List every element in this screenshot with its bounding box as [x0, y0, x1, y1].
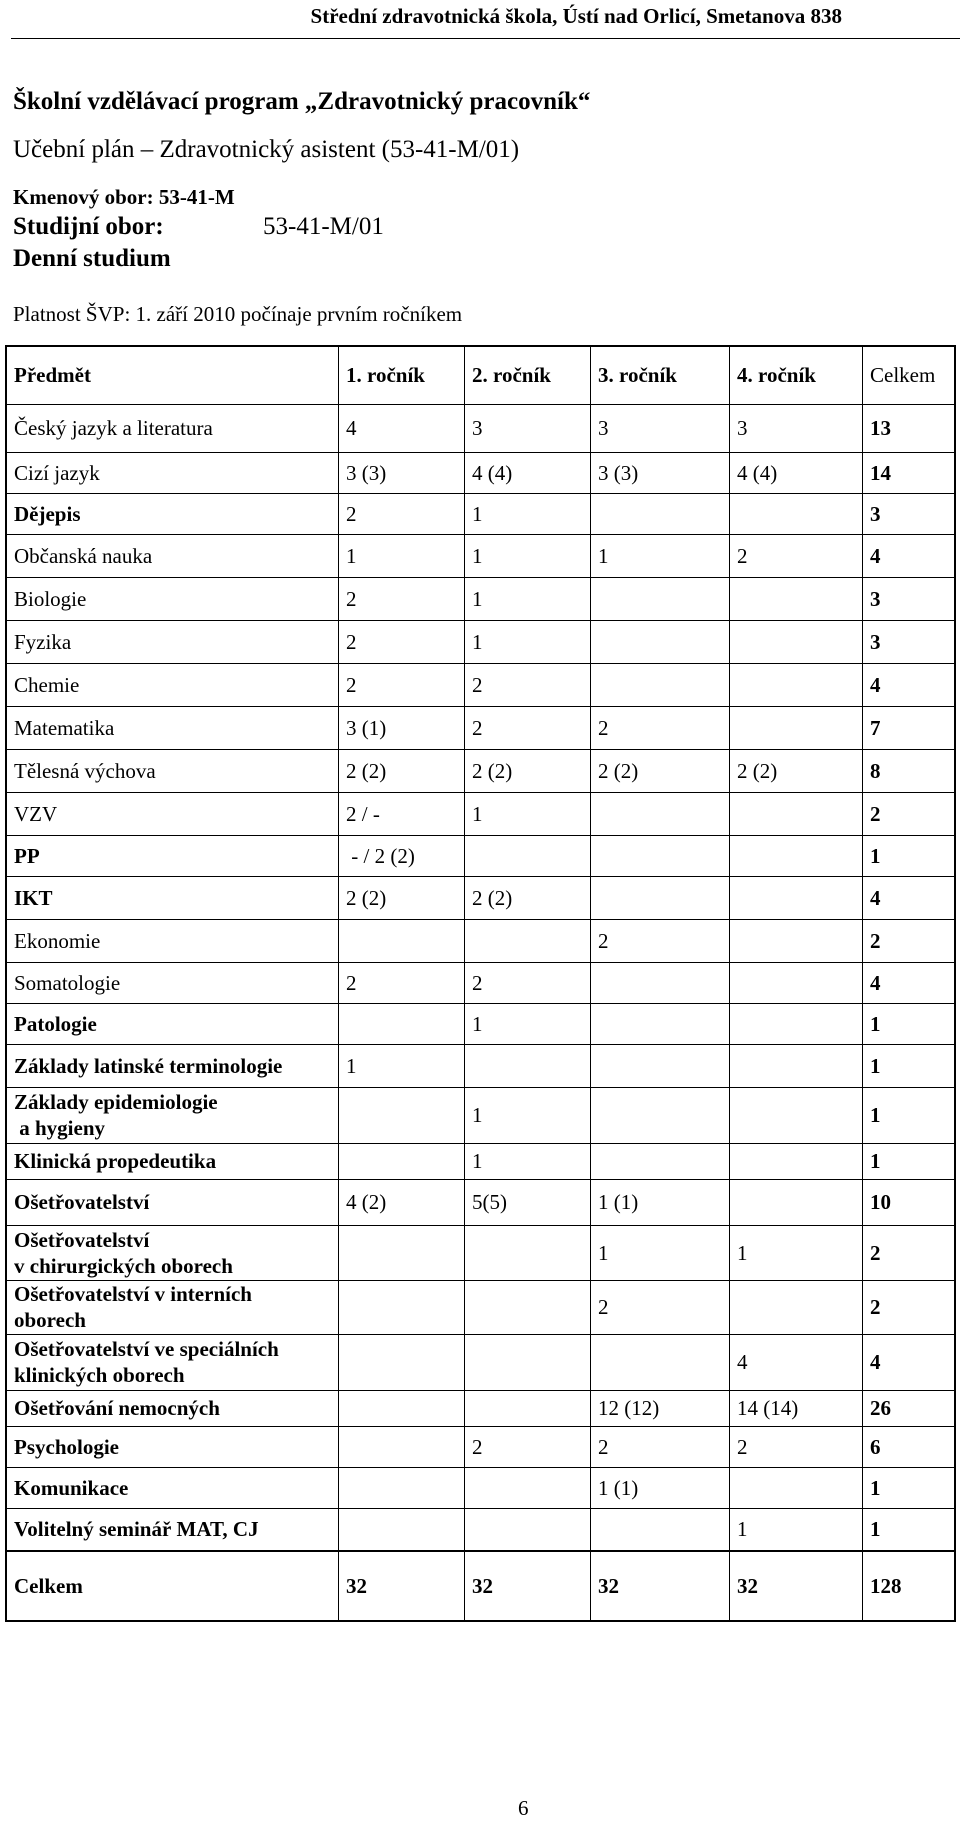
subject-name-line2: oborech — [14, 1308, 86, 1332]
column-header: Celkem — [863, 346, 956, 404]
table-row — [6, 620, 955, 663]
subject-cell — [6, 1143, 339, 1179]
year-cell: 2 — [339, 493, 465, 534]
table-row — [6, 1508, 955, 1551]
subject-name: Komunikace — [14, 1475, 129, 1500]
subject-name: IKT — [14, 885, 53, 910]
year-cell — [339, 1334, 465, 1390]
table-row — [6, 493, 955, 534]
subject-name: Ošetřovatelství v interních — [14, 1282, 252, 1306]
year-cell: 2 — [465, 663, 591, 706]
subject-cell — [6, 1003, 339, 1044]
subject-cell — [6, 792, 339, 835]
subject-cell — [6, 620, 339, 663]
year-cell: 1 — [339, 1044, 465, 1087]
total-cell: 4 — [863, 1334, 956, 1390]
year-cell: 2 — [465, 1426, 591, 1467]
year-cell: 2 — [730, 534, 863, 577]
subject-cell — [6, 452, 339, 493]
table-header-row — [6, 346, 955, 404]
total-cell: 4 — [863, 962, 956, 1003]
year-cell: 2 (2) — [339, 749, 465, 792]
year-cell — [339, 1508, 465, 1551]
total-cell: 13 — [863, 404, 956, 452]
table-row — [6, 962, 955, 1003]
table-row — [6, 1280, 955, 1334]
subject-name: Klinická propedeutika — [14, 1149, 217, 1173]
subject-name: Ošetřovatelství ve speciálních — [14, 1337, 279, 1361]
subject-cell — [6, 1390, 339, 1426]
total-cell: 4 — [863, 534, 956, 577]
year-cell — [465, 1390, 591, 1426]
table-row — [6, 1334, 955, 1390]
total-cell: 1 — [863, 1044, 956, 1087]
column-header: 1. ročník — [339, 346, 465, 404]
total-cell: 26 — [863, 1390, 956, 1426]
total-cell: 1 — [863, 1508, 956, 1551]
year-cell — [730, 706, 863, 749]
column-header: Předmět — [6, 346, 339, 404]
table-row — [6, 835, 955, 876]
year-cell — [339, 919, 465, 962]
year-cell — [465, 1225, 591, 1280]
kmenovy-obor-label: Kmenový obor: — [13, 185, 154, 209]
total-cell: 1 — [863, 835, 956, 876]
subject-cell — [6, 404, 339, 452]
subject-name: Dějepis — [14, 501, 81, 526]
year-cell — [730, 493, 863, 534]
year-cell: 1 — [465, 493, 591, 534]
summary-value: 128 — [863, 1551, 956, 1621]
subject-cell — [6, 1179, 339, 1225]
subject-cell — [6, 1087, 339, 1143]
total-cell: 1 — [863, 1467, 956, 1508]
year-cell: 1 — [591, 1225, 730, 1280]
table-row — [6, 792, 955, 835]
total-cell: 1 — [863, 1143, 956, 1179]
subject-name: Občanská nauka — [14, 543, 153, 568]
year-cell — [730, 1143, 863, 1179]
year-cell: 1 (1) — [591, 1179, 730, 1225]
year-cell — [591, 493, 730, 534]
year-cell — [465, 919, 591, 962]
year-cell — [730, 792, 863, 835]
year-cell — [591, 1143, 730, 1179]
subject-name: Cizí jazyk — [14, 460, 100, 485]
year-cell — [339, 1143, 465, 1179]
total-cell: 1 — [863, 1087, 956, 1143]
year-cell: 3 (3) — [591, 452, 730, 493]
year-cell: 2 — [339, 620, 465, 663]
kmenovy-obor-value: 53-41-M — [158, 185, 235, 209]
year-cell — [339, 1087, 465, 1143]
table-row — [6, 1143, 955, 1179]
year-cell — [591, 663, 730, 706]
subject-cell — [6, 706, 339, 749]
subject-cell — [6, 1426, 339, 1467]
table-row — [6, 1390, 955, 1426]
year-cell: 4 (2) — [339, 1179, 465, 1225]
year-cell: 2 (2) — [591, 749, 730, 792]
curriculum-table — [5, 345, 956, 1622]
year-cell: 2 — [465, 962, 591, 1003]
year-cell: 4 — [339, 404, 465, 452]
year-cell — [465, 1508, 591, 1551]
year-cell: 2 — [591, 706, 730, 749]
total-cell: 7 — [863, 706, 956, 749]
year-cell — [465, 1467, 591, 1508]
summary-value: 32 — [591, 1551, 730, 1621]
total-cell: 2 — [863, 919, 956, 962]
table-row — [6, 706, 955, 749]
subject-cell — [6, 534, 339, 577]
subject-cell — [6, 1334, 339, 1390]
year-cell — [730, 919, 863, 962]
year-cell: 4 — [730, 1334, 863, 1390]
year-cell: 1 — [339, 534, 465, 577]
year-cell — [465, 835, 591, 876]
subject-name: Základy latinské terminologie — [14, 1053, 283, 1078]
kmenovy-obor — [13, 185, 235, 210]
total-cell: 8 — [863, 749, 956, 792]
year-cell — [591, 1334, 730, 1390]
subject-name: Volitelný seminář MAT, CJ — [14, 1517, 259, 1542]
summary-label: Celkem — [6, 1551, 339, 1621]
total-cell: 3 — [863, 493, 956, 534]
year-cell: 1 (1) — [591, 1467, 730, 1508]
subject-name-line2: klinických oborech — [14, 1363, 185, 1387]
year-cell: 1 — [465, 620, 591, 663]
year-cell — [730, 1280, 863, 1334]
year-cell — [591, 962, 730, 1003]
subject-name: Patologie — [14, 1011, 97, 1036]
table-row — [6, 1087, 955, 1143]
year-cell — [591, 792, 730, 835]
year-cell — [591, 1087, 730, 1143]
year-cell: 1 — [465, 1143, 591, 1179]
subject-cell — [6, 876, 339, 919]
subject-cell — [6, 663, 339, 706]
year-cell: 1 — [465, 534, 591, 577]
table-row — [6, 1467, 955, 1508]
subject-name: Chemie — [14, 672, 80, 697]
year-cell: 2 — [339, 962, 465, 1003]
year-cell: 2 / - — [339, 792, 465, 835]
subject-cell — [6, 962, 339, 1003]
year-cell: 4 (4) — [730, 452, 863, 493]
year-cell: 2 (2) — [730, 749, 863, 792]
table-row — [6, 534, 955, 577]
subject-cell — [6, 1044, 339, 1087]
studijni-obor-value: 53-41-M/01 — [263, 213, 384, 240]
year-cell — [339, 1280, 465, 1334]
subject-name: Somatologie — [14, 970, 121, 995]
year-cell — [591, 620, 730, 663]
table-row — [6, 749, 955, 792]
year-cell — [339, 1003, 465, 1044]
year-cell — [591, 577, 730, 620]
year-cell: - / 2 (2) — [339, 835, 465, 876]
year-cell: 5(5) — [465, 1179, 591, 1225]
year-cell: 1 — [591, 534, 730, 577]
year-cell: 1 — [465, 792, 591, 835]
plan-subtitle: Učební plán – Zdravotnický asistent (53-41-M/01) — [13, 136, 520, 163]
table-row — [6, 577, 955, 620]
year-cell: 2 — [730, 1426, 863, 1467]
summary-value: 32 — [339, 1551, 465, 1621]
year-cell — [591, 835, 730, 876]
year-cell: 14 (14) — [730, 1390, 863, 1426]
subject-name: Ekonomie — [14, 928, 101, 953]
total-cell: 2 — [863, 1280, 956, 1334]
total-cell: 14 — [863, 452, 956, 493]
subject-name: Základy epidemiologie — [14, 1090, 218, 1114]
year-cell — [591, 1003, 730, 1044]
subject-name: VZV — [14, 801, 58, 826]
year-cell — [591, 876, 730, 919]
year-cell — [339, 1225, 465, 1280]
subject-name: Tělesná výchova — [14, 758, 156, 783]
studijni-obor — [13, 213, 384, 241]
subject-name: Český jazyk a literatura — [14, 416, 213, 440]
table-row — [6, 1179, 955, 1225]
subject-name: Fyzika — [14, 629, 72, 654]
year-cell — [730, 1467, 863, 1508]
year-cell: 2 — [339, 663, 465, 706]
subject-cell — [6, 577, 339, 620]
subject-cell — [6, 493, 339, 534]
year-cell: 12 (12) — [591, 1390, 730, 1426]
year-cell: 3 — [730, 404, 863, 452]
year-cell — [339, 1390, 465, 1426]
year-cell: 2 — [591, 1426, 730, 1467]
summary-value: 32 — [465, 1551, 591, 1621]
table-row — [6, 404, 955, 452]
year-cell: 3 (1) — [339, 706, 465, 749]
subject-cell — [6, 835, 339, 876]
school-header: Střední zdravotnická škola, Ústí nad Orlicí, Smetanova 838 — [310, 4, 842, 28]
year-cell: 1 — [465, 577, 591, 620]
table-row — [6, 1225, 955, 1280]
subject-name: PP — [14, 843, 40, 868]
subject-cell — [6, 1467, 339, 1508]
table-row — [6, 1044, 955, 1087]
subject-name: Matematika — [14, 715, 115, 740]
year-cell — [730, 962, 863, 1003]
header-rule — [11, 38, 960, 39]
page-number: 6 — [518, 1796, 529, 1820]
column-header: 3. ročník — [591, 346, 730, 404]
total-cell: 4 — [863, 663, 956, 706]
year-cell: 2 — [339, 577, 465, 620]
year-cell — [730, 620, 863, 663]
year-cell: 2 (2) — [339, 876, 465, 919]
program-title: Školní vzdělávací program „Zdravotnický pracovník“ — [13, 88, 591, 115]
total-cell: 4 — [863, 876, 956, 919]
table-row — [6, 1003, 955, 1044]
subject-name-line2: a hygieny — [14, 1116, 106, 1140]
subject-name-line2: v chirurgických oborech — [14, 1253, 233, 1278]
year-cell: 2 (2) — [465, 749, 591, 792]
table-row — [6, 1426, 955, 1467]
year-cell: 2 — [591, 1280, 730, 1334]
table-row — [6, 452, 955, 493]
year-cell — [730, 1087, 863, 1143]
year-cell: 2 (2) — [465, 876, 591, 919]
year-cell: 3 — [591, 404, 730, 452]
study-form: Denní studium — [13, 245, 171, 272]
year-cell — [591, 1044, 730, 1087]
year-cell: 1 — [465, 1087, 591, 1143]
table-row — [6, 876, 955, 919]
total-cell: 3 — [863, 577, 956, 620]
year-cell — [730, 1044, 863, 1087]
total-cell: 2 — [863, 792, 956, 835]
total-cell: 6 — [863, 1426, 956, 1467]
total-cell: 1 — [863, 1003, 956, 1044]
year-cell: 1 — [730, 1225, 863, 1280]
year-cell — [339, 1426, 465, 1467]
validity-note: Platnost ŠVP: 1. září 2010 počínaje prvním ročníkem — [13, 302, 463, 326]
summary-value: 32 — [730, 1551, 863, 1621]
year-cell: 2 — [465, 706, 591, 749]
year-cell — [730, 663, 863, 706]
table-row — [6, 919, 955, 962]
year-cell — [730, 577, 863, 620]
studijni-obor-label: Studijní obor: — [13, 213, 164, 240]
subject-name: Ošetřovatelství — [14, 1190, 150, 1214]
total-cell: 2 — [863, 1225, 956, 1280]
total-cell: 3 — [863, 620, 956, 663]
year-cell — [730, 1179, 863, 1225]
subject-name: Psychologie — [14, 1434, 119, 1459]
subject-cell — [6, 749, 339, 792]
subject-cell — [6, 919, 339, 962]
year-cell: 3 — [465, 404, 591, 452]
year-cell: 3 (3) — [339, 452, 465, 493]
subject-name: Ošetřovatelství — [14, 1227, 150, 1252]
year-cell — [339, 1467, 465, 1508]
year-cell: 1 — [465, 1003, 591, 1044]
year-cell — [730, 835, 863, 876]
year-cell — [465, 1334, 591, 1390]
year-cell — [591, 1508, 730, 1551]
year-cell — [730, 1003, 863, 1044]
summary-row — [6, 1551, 955, 1621]
year-cell — [465, 1044, 591, 1087]
subject-cell — [6, 1225, 339, 1280]
total-cell: 10 — [863, 1179, 956, 1225]
year-cell: 4 (4) — [465, 452, 591, 493]
year-cell — [465, 1280, 591, 1334]
table-row — [6, 663, 955, 706]
year-cell — [730, 876, 863, 919]
subject-cell — [6, 1508, 339, 1551]
subject-name: Ošetřování nemocných — [14, 1396, 220, 1420]
subject-name: Biologie — [14, 586, 87, 611]
subject-cell — [6, 1280, 339, 1334]
year-cell: 2 — [591, 919, 730, 962]
column-header: 2. ročník — [465, 346, 591, 404]
column-header: 4. ročník — [730, 346, 863, 404]
year-cell: 1 — [730, 1508, 863, 1551]
